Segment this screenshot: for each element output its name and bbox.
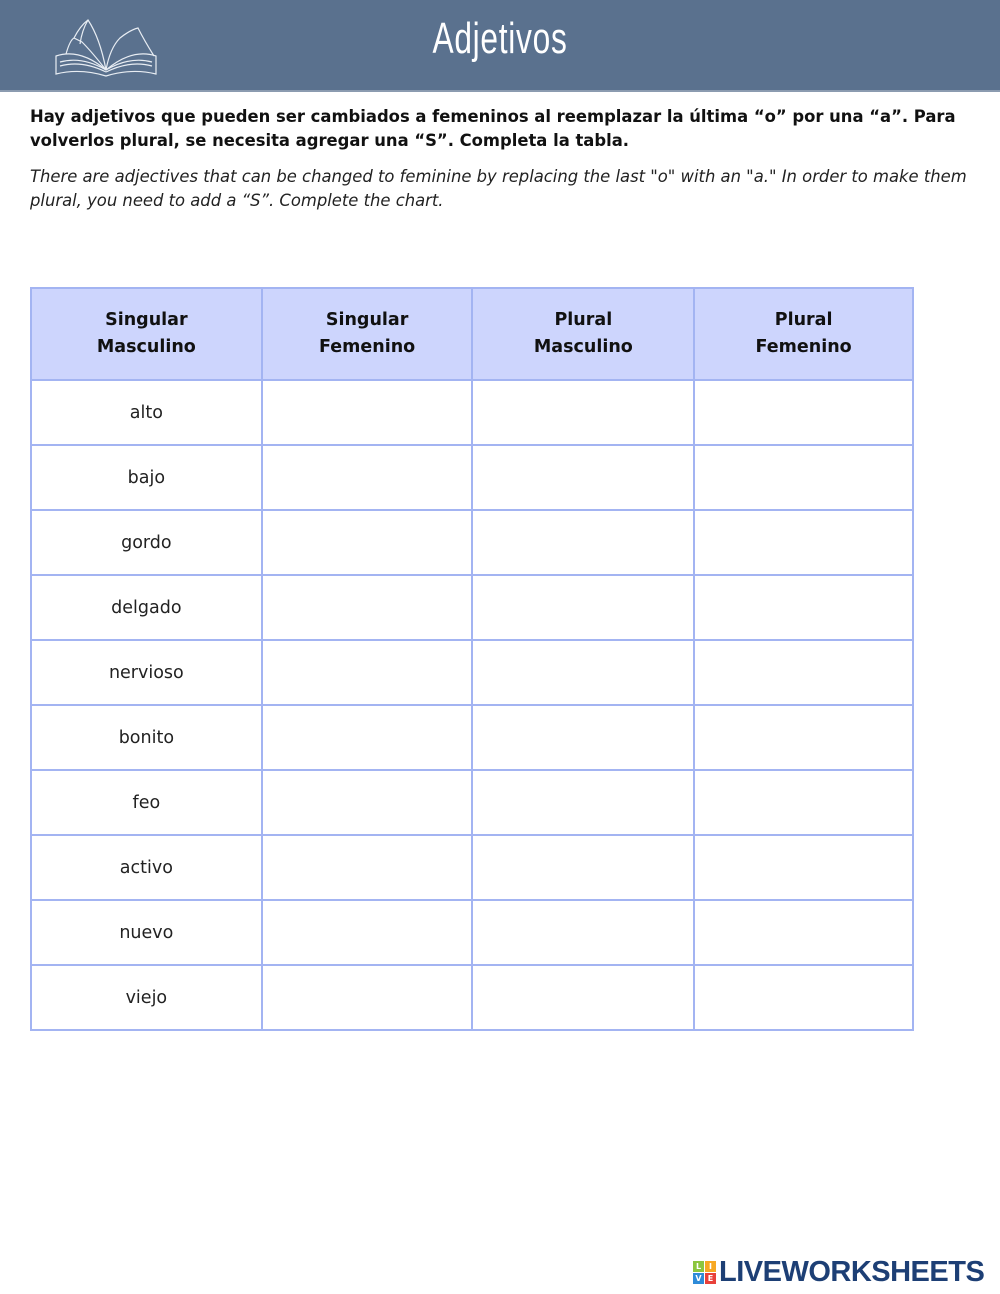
- plural-masculino-input[interactable]: [483, 717, 683, 759]
- plural-masculino-cell: [472, 445, 694, 510]
- plural-masculino-input[interactable]: [483, 847, 683, 889]
- plural-femenino-cell: [694, 965, 913, 1030]
- logo-tiles-icon: L I V E: [693, 1261, 716, 1284]
- plural-masculino-cell: [472, 835, 694, 900]
- singular-femenino-cell: [262, 510, 473, 575]
- plural-masculino-cell: [472, 900, 694, 965]
- plural-femenino-cell: [694, 705, 913, 770]
- adjective-cell: feo: [31, 770, 262, 835]
- plural-masculino-input[interactable]: [483, 522, 683, 564]
- adjective-cell: bajo: [31, 445, 262, 510]
- plural-femenino-cell: [694, 770, 913, 835]
- plural-femenino-cell: [694, 835, 913, 900]
- singular-femenino-cell: [262, 965, 473, 1030]
- column-header-line: Masculino: [96, 337, 196, 357]
- plural-femenino-input[interactable]: [705, 977, 902, 1019]
- singular-femenino-input[interactable]: [272, 392, 462, 434]
- table-row: [31, 510, 913, 575]
- plural-masculino-input[interactable]: [483, 977, 683, 1019]
- adjective-cell: nervioso: [31, 640, 262, 705]
- table-row: [31, 380, 913, 445]
- plural-femenino-input[interactable]: [705, 912, 902, 954]
- singular-femenino-cell: [262, 900, 473, 965]
- column-header-line: Masculino: [533, 337, 633, 357]
- table-row: [31, 445, 913, 510]
- singular-femenino-input[interactable]: [272, 652, 462, 694]
- table-row: [31, 835, 913, 900]
- singular-femenino-input[interactable]: [272, 847, 462, 889]
- adjective-cell: bonito: [31, 705, 262, 770]
- table-row: [31, 900, 913, 965]
- table-row: [31, 965, 913, 1030]
- singular-femenino-cell: [262, 705, 473, 770]
- column-header-line: Femenino: [319, 337, 416, 357]
- table-row: [31, 640, 913, 705]
- singular-femenino-input[interactable]: [272, 912, 462, 954]
- adjective-cell: delgado: [31, 575, 262, 640]
- column-header-line: Plural: [554, 310, 613, 330]
- plural-femenino-input[interactable]: [705, 782, 902, 824]
- page-title: Adjetivos: [432, 14, 568, 63]
- plural-masculino-cell: [472, 640, 694, 705]
- plural-femenino-cell: [694, 640, 913, 705]
- instructions-spanish: Hay adjetivos que pueden ser cambiados a femeninos al reemplazar la última “o” por una “a”. Para volverlos plural, se necesita agregar una “S”. Completa la tabla.: [30, 107, 956, 150]
- adjective-cell: gordo: [31, 510, 262, 575]
- table-row: [31, 770, 913, 835]
- singular-femenino-input[interactable]: [272, 457, 462, 499]
- column-header: [472, 288, 694, 380]
- plural-masculino-input[interactable]: [483, 587, 683, 629]
- adjective-cell: nuevo: [31, 900, 262, 965]
- plural-femenino-input[interactable]: [705, 457, 902, 499]
- plural-masculino-input[interactable]: [483, 457, 683, 499]
- plural-masculino-input[interactable]: [483, 782, 683, 824]
- singular-femenino-cell: [262, 380, 473, 445]
- singular-femenino-cell: [262, 835, 473, 900]
- plural-femenino-input[interactable]: [705, 652, 902, 694]
- singular-femenino-input[interactable]: [272, 587, 462, 629]
- plural-femenino-input[interactable]: [705, 587, 902, 629]
- page-header: [0, 0, 1000, 92]
- singular-femenino-cell: [262, 445, 473, 510]
- adjective-cell: viejo: [31, 965, 262, 1030]
- singular-femenino-input[interactable]: [272, 977, 462, 1019]
- plural-femenino-input[interactable]: [705, 847, 902, 889]
- plural-femenino-cell: [694, 510, 913, 575]
- column-header-line: Singular: [325, 310, 409, 330]
- column-header-line: Femenino: [755, 337, 852, 357]
- plural-femenino-cell: [694, 900, 913, 965]
- plural-femenino-input[interactable]: [705, 717, 902, 759]
- singular-femenino-cell: [262, 770, 473, 835]
- liveworksheets-logo: [693, 1256, 984, 1289]
- plural-masculino-input[interactable]: [483, 392, 683, 434]
- column-header: [694, 288, 913, 380]
- plural-masculino-input[interactable]: [483, 912, 683, 954]
- plural-masculino-cell: [472, 965, 694, 1030]
- singular-femenino-cell: [262, 640, 473, 705]
- plural-masculino-cell: [472, 510, 694, 575]
- plural-femenino-input[interactable]: [705, 522, 902, 564]
- plural-femenino-cell: [694, 380, 913, 445]
- adjectives-table: [30, 287, 914, 1031]
- singular-femenino-input[interactable]: [272, 522, 462, 564]
- table-row: [31, 575, 913, 640]
- column-header-line: Plural: [774, 310, 833, 330]
- plural-masculino-cell: [472, 380, 694, 445]
- plural-masculino-input[interactable]: [483, 652, 683, 694]
- plural-masculino-cell: [472, 575, 694, 640]
- instructions-english: There are adjectives that can be changed to feminine by replacing the last "o" with an "a." In order to make them plural, you need to add a “S”. Complete the chart.: [30, 167, 967, 210]
- plural-femenino-cell: [694, 445, 913, 510]
- singular-femenino-input[interactable]: [272, 717, 462, 759]
- plural-femenino-cell: [694, 575, 913, 640]
- singular-femenino-cell: [262, 575, 473, 640]
- plural-masculino-cell: [472, 770, 694, 835]
- column-header-line: Singular: [105, 310, 188, 330]
- logo-text: LIVEWORKSHEETS: [719, 1256, 985, 1288]
- singular-femenino-input[interactable]: [272, 782, 462, 824]
- table-row: [31, 705, 913, 770]
- plural-masculino-cell: [472, 705, 694, 770]
- adjective-cell: activo: [31, 835, 262, 900]
- column-header: [31, 288, 262, 380]
- plural-femenino-input[interactable]: [705, 392, 902, 434]
- adjective-cell: alto: [31, 380, 262, 445]
- column-header: [262, 288, 473, 380]
